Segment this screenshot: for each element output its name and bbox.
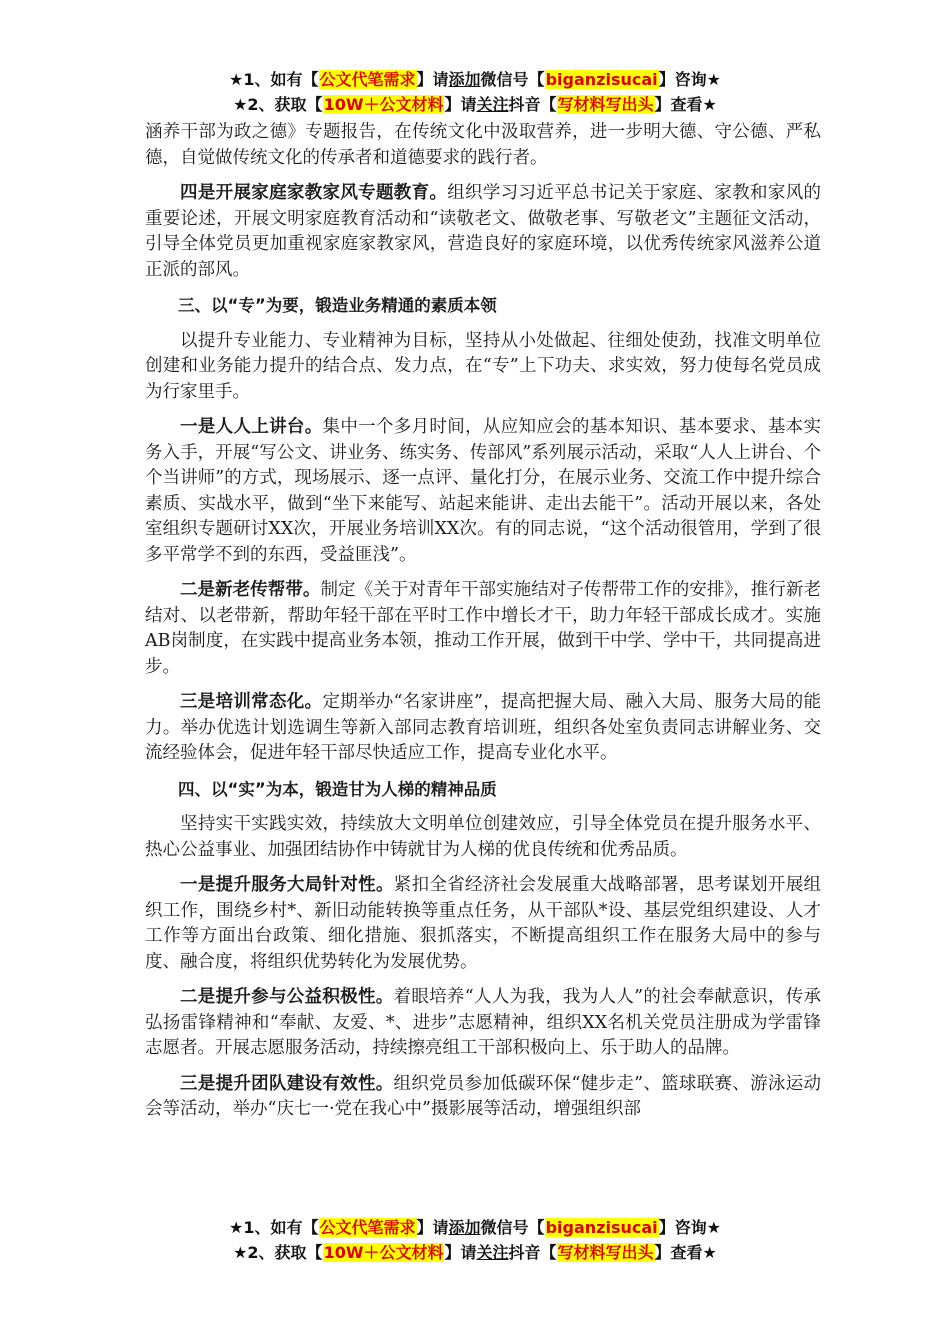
paragraph-text: 制定《关于对青年干部实施结对子传帮带工作的安排》，推行新老结对、以老带新，帮助年轻干部在平时工作中增长才干，助力年轻干部成长成才。实施AB岗制度，在实践中提高业务本领，推动工作开展，做到干中学、学中干，共同提高进步。 <box>145 580 821 677</box>
banner-highlight: 公文代笔需求 <box>319 70 416 89</box>
paragraph-text: 三、以“专”为要，锻造业务精通的素质本领 <box>178 296 497 315</box>
paragraph-text: 涵养干部为政之德》专题报告，在传统文化中汲取营养，进一步明大德、守公德、严私德，自觉做传统文化的传承者和道德要求的践行者。 <box>145 122 821 168</box>
paragraph-text: 定期举办“名家讲座”，提高把握大局、融入大局、服务大局的能力。举办优选计划选调生等新入部同志教育培训班，组织各处室负责同志讲解业务、交流经验体会，促进年轻干部尽快适应工作，提高专业化水平。 <box>145 692 821 763</box>
document-body <box>145 120 821 1133</box>
paragraph <box>145 985 821 1062</box>
paragraph-text: 组织学习习近平总书记关于家庭、家教和家风的重要论述，开展文明家庭教育活动和“读敬老文、做敬老事、写敬老文”主题征文活动，引导全体党员更加重视家庭家教家风，营造良好的家庭环境，以优秀传统家风滋养公道正派的部风。 <box>145 183 822 280</box>
banner-douyin-id: 写材料写出头 <box>557 1243 654 1262</box>
paragraph-text: 紧扣全省经济社会发展重大战略部署，思考谋划开展组织工作，围绕乡村*、新旧动能转换等重点任务，从干部队*设、基层党组织建设、人才工作等方面出台政策、细化措施、狠抓落实，不断提高组织工作在服务大局中的参与度、融合度，将组织优势转化为发展优势。 <box>145 875 822 972</box>
paragraph-lead: 三是提升团队建设有效性。 <box>180 1073 394 1094</box>
banner-line-1: ★1、如有【公文代笔需求】请添加微信号【biganzisucai】咨询★ <box>229 1218 721 1237</box>
paragraph-text: 坚持实干实践实效，持续放大文明单位创建效应，引导全体党员在提升服务水平、热心公益事业、加强团结协作中铸就甘为人梯的优良传统和优秀品质。 <box>145 814 821 860</box>
section-heading <box>145 777 821 803</box>
paragraph <box>145 415 821 568</box>
banner-wechat-id: biganzisucai <box>545 1218 658 1237</box>
paragraph-text: 以提升专业能力、专业精神为目标，坚持从小处做起、往细处使劲，找准文明单位创建和业务能力提升的结合点、发力点，在“专”上下功夫、求实效，努力使每名党员成为行家里手。 <box>145 330 821 402</box>
paragraph-lead: 一是人人上讲台。 <box>180 417 323 437</box>
banner-highlight: 公文代笔需求 <box>319 1218 416 1237</box>
paragraph-lead: 一是提升服务大局针对性。 <box>180 875 394 895</box>
paragraph-text: 集中一个多月时间，从应知应会的基本知识、基本要求、基本实务入手，开展“写公文、讲业务、练实务、传部风”系列展示活动，采取“人人上讲台、个个当讲师”的方式，现场展示、逐一点评、量化打分，在展示业务、交流工作中提升综合素质、实战水平，做到“坐下来能写、站起来能讲、走出去能干”。活动开展以来，各处室组织专题研讨XX次，开展业务培训XX次。有的同志说，“这个活动很管用，学到了很多平常学不到的东西，受益匪浅”。 <box>145 417 821 565</box>
paragraph <box>145 329 821 406</box>
paragraph-lead: 三是培训常态化。 <box>180 692 323 712</box>
header-banner <box>0 67 950 117</box>
paragraph <box>145 690 821 767</box>
paragraph <box>145 873 821 975</box>
paragraph-lead: 二是提升参与公益积极性。 <box>180 987 394 1007</box>
banner-highlight: 10W＋公文材料 <box>323 1243 444 1262</box>
banner-wechat-id: biganzisucai <box>545 70 658 89</box>
paragraph-text: 着眼培养“人人为我，我为人人”的社会奉献意识，传承弘扬雷锋精神和“奉献、友爱、*、进步”志愿精神，组织XX名机关党员注册成为学雷锋志愿者。开展志愿服务活动，持续擦亮组工干部积极向上、乐于助人的品牌。 <box>145 987 821 1058</box>
paragraph-lead: 四是开展家庭家教家风专题教育。 <box>180 183 448 203</box>
paragraph <box>145 812 821 863</box>
paragraph <box>145 1072 821 1123</box>
footer-banner <box>0 1215 950 1265</box>
banner-douyin-id: 写材料写出头 <box>557 95 654 114</box>
paragraph <box>145 120 821 171</box>
paragraph-text: 四、以“实”为本，锻造甘为人梯的精神品质 <box>178 779 497 799</box>
banner-line-1: ★1、如有【公文代笔需求】请添加微信号【biganzisucai】咨询★ <box>229 70 721 89</box>
paragraph-text: 组织党员参加低碳环保“健步走”、篮球联赛、游泳运动会等活动，举办“庆七一·党在我心中”摄影展等活动，增强组织部 <box>145 1073 821 1119</box>
banner-highlight: 10W＋公文材料 <box>323 95 444 114</box>
section-heading <box>145 293 821 319</box>
paragraph <box>145 181 821 283</box>
banner-line-2: ★2、获取【10W＋公文材料】请关注抖音【写材料写出头】查看★ <box>233 95 717 114</box>
banner-line-2: ★2、获取【10W＋公文材料】请关注抖音【写材料写出头】查看★ <box>233 1243 717 1262</box>
paragraph <box>145 578 821 680</box>
paragraph-lead: 二是新老传帮带。 <box>180 580 321 600</box>
